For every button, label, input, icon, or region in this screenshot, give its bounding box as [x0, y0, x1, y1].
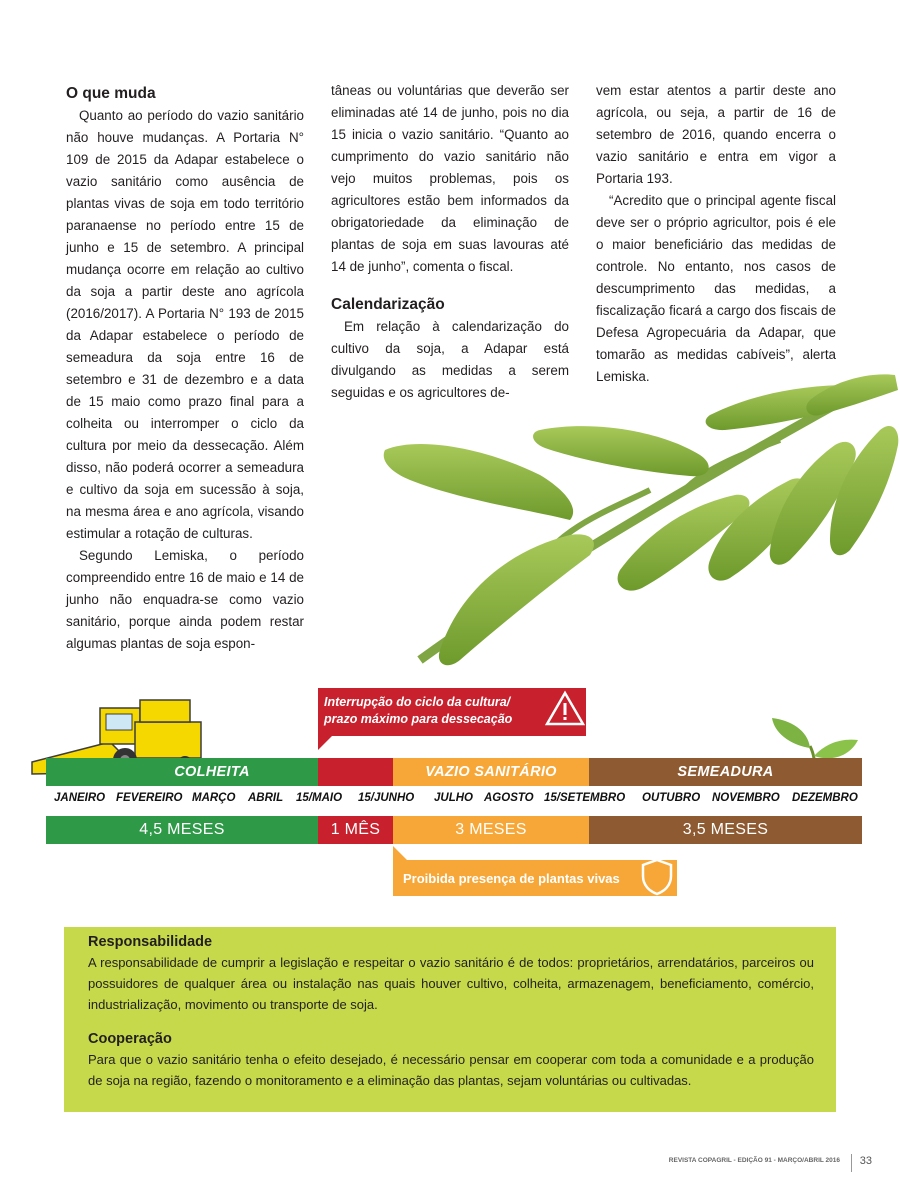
paragraph: “Acredito que o principal agente fiscal deve ser o próprio agricultor, pois é ele o maior beneficiário das medidas de controle. No entanto, nos casos de descumprimento das medidas, a fiscalização ficará a cargo dos fiscais de Defesa Agropecuária da Adapar, que tomarão as medidas cabíveis”, alerta Lemiska.: [596, 193, 836, 384]
duration-colheita: 4,5 MESES: [46, 816, 318, 844]
soybean-pods-illustration: [380, 360, 900, 680]
month-label: NOVEMBRO: [712, 792, 780, 804]
callout-proibida: [393, 860, 677, 896]
phase-colheita: [46, 758, 318, 786]
footer-divider: [851, 1154, 852, 1172]
page-number: 33: [859, 1155, 872, 1167]
article-column-1: [66, 83, 304, 655]
paragraph: Para que o vazio sanitário tenha o efeito desejado, é necessário pensar em cooperar com toda a comunidade e a produção de soja na região, fazendo o monitoramento e a eliminação das plantas, sejam voluntárias ou cultivadas.: [88, 1052, 814, 1088]
month-label: JULHO: [434, 792, 473, 804]
paragraph: Quanto ao período do vazio sanitário não houve mudanças. A Portaria N° 109 de 2015 da Adapar estabelece o vazio sanitário como ausência de plantas vivas de soja em todo território paranaense no período entre 15 de junho e 15 de setembro. A principal mudança ocorre em relação ao cultivo da soja a partir deste ano agrícola (2016/2017). A Portaria N° 193 de 2015 da Adapar estabelece o período de semeadura da soja entre 16 de setembro e 31 de dezembro e a data de 15 maio como prazo final para a colheita ou interromper o ciclo da cultura por meio da dessecação. Além disso, não poderá ocorrer a semeadura e cultivo da soja em sucessão à soja, na mesma área e ano agrícola, visando estimular a rotação de culturas.: [66, 108, 304, 541]
month-label: ABRIL: [248, 792, 284, 804]
month-label: 15/MAIO: [296, 792, 343, 804]
month-axis: [46, 792, 862, 812]
month-label: OUTUBRO: [642, 792, 701, 804]
heading-responsabilidade: Responsabilidade: [88, 934, 213, 950]
phase-semeadura: [589, 758, 862, 786]
month-label: DEZEMBRO: [792, 792, 858, 804]
article-column-3: [596, 80, 836, 388]
heading-cooperacao: Cooperação: [88, 1031, 172, 1047]
month-label: AGOSTO: [484, 792, 534, 804]
duration-vazio: 3 MESES: [393, 816, 589, 844]
duration-semeadura: 3,5 MESES: [589, 816, 862, 844]
month-label: JANEIRO: [54, 792, 106, 804]
duration-interrupcao: 1 MÊS: [318, 816, 393, 844]
paragraph: A responsabilidade de cumprir a legislação e respeitar o vazio sanitário é de todos: proprietários, arrendatários, parceiros ou possuidores de qualquer área ou instalação nas quais houver cultivo, colheita, armazenagem, beneficiamento, comércio, industrialização, movimento ou transporte de soja.: [88, 955, 814, 1012]
month-label: MARÇO: [192, 792, 236, 804]
phase-label: VAZIO SANITÁRIO: [425, 764, 557, 780]
footer-publication: REVISTA COPAGRIL - EDIÇÃO 91 - MARÇO/ABRIL 2016: [668, 1157, 840, 1164]
month-label: FEVEREIRO: [116, 792, 183, 804]
heading-o-que-muda: O que muda: [66, 85, 156, 102]
callout-line-1: Interrupção do ciclo da cultura/: [324, 695, 511, 709]
callout-text: Proibida presença de plantas vivas: [403, 870, 620, 886]
phase-label: SEMEADURA: [677, 764, 774, 780]
month-label: 15/JUNHO: [358, 792, 415, 804]
paragraph: vem estar atentos a partir deste ano agrícola, ou seja, a partir de 16 de setembro de 2016, quando encerra o vazio sanitário e entra em vigor a Portaria 193.: [596, 83, 836, 186]
shield-icon: [640, 858, 674, 896]
month-label: 15/SETEMBRO: [544, 792, 626, 804]
callout-pointer: [318, 734, 334, 750]
info-box: [64, 927, 836, 1112]
callout-line-2: prazo máximo para dessecação: [324, 712, 513, 726]
paragraph: tâneas ou voluntárias que deverão ser eliminadas até 14 de junho, pois no dia 15 inicia o vazio sanitário. “Quanto ao cumprimento do vazio sanitário não vejo muitos problemas, pois os agricultores estão bem informados da obrigatoriedade da eliminação de plantas de soja em suas lavouras até 14 de junho”, comenta o fiscal.: [331, 83, 569, 274]
phase-interrupcao: [318, 758, 393, 786]
phase-label: COLHEITA: [174, 764, 250, 780]
soy-calendar-timeline: [0, 688, 900, 908]
paragraph: Segundo Lemiska, o período compreendido entre 16 de maio e 14 de junho não enquadra-se como vazio sanitário, porque ainda podem restar algumas plantas de soja espon-: [66, 548, 304, 651]
heading-calendarizacao: Calendarização: [331, 296, 445, 313]
paragraph: Em relação à calendarização do cultivo da soja, a Adapar está divulgando as medidas a serem seguidas e os agricultores de-: [331, 319, 569, 400]
page-footer: [660, 1152, 900, 1172]
article-column-2: [331, 80, 569, 404]
phase-vazio-sanitario: [393, 758, 589, 786]
warning-icon: [545, 690, 585, 726]
